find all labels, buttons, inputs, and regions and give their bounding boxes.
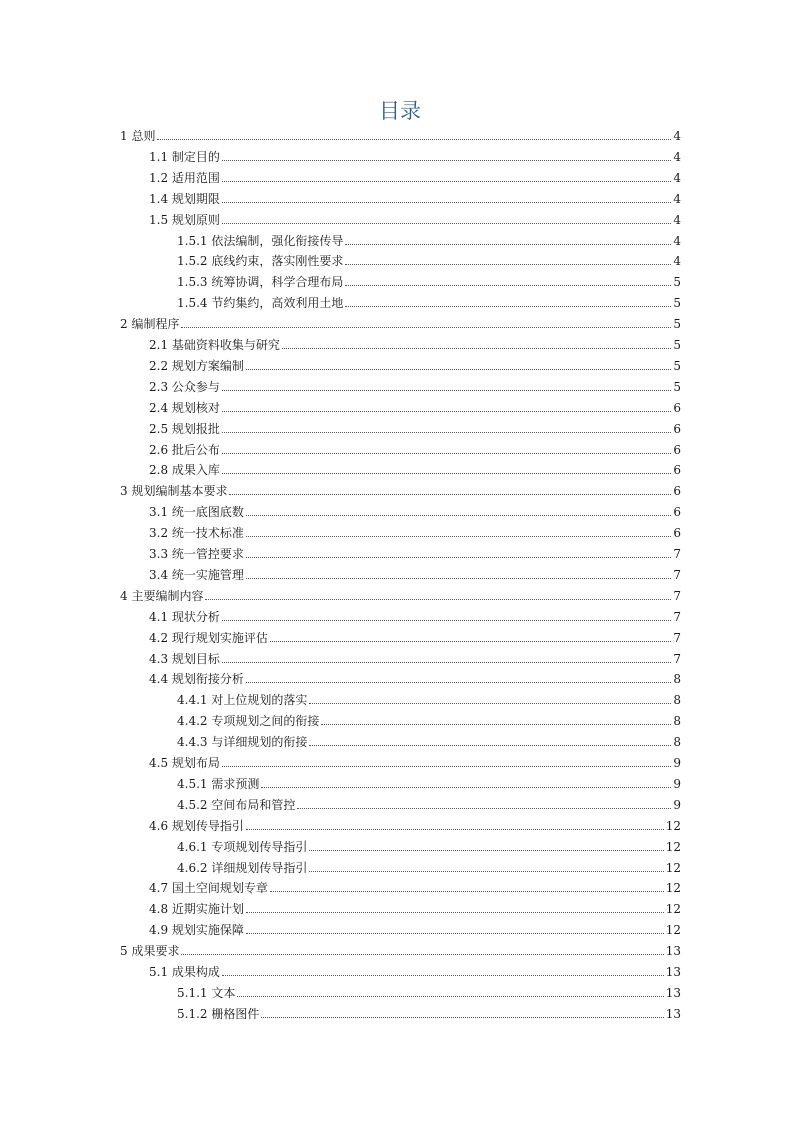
toc-entry-page-number: 8	[673, 693, 681, 708]
toc-entry[interactable]	[149, 647, 681, 667]
toc-entry[interactable]	[149, 814, 681, 834]
toc-dot-leader	[222, 390, 671, 391]
toc-entry-label: 3.2 统一技术标准	[149, 526, 244, 541]
toc-dot-leader	[309, 745, 671, 746]
toc-entry-label: 4.5.1 需求预测	[177, 776, 260, 791]
toc-dot-leader	[222, 432, 671, 433]
toc-entry-page-number: 12	[665, 902, 681, 917]
toc-entry[interactable]	[149, 751, 681, 771]
toc-entry-label: 2.8 成果入库	[149, 463, 220, 478]
toc-entry[interactable]	[177, 229, 681, 249]
toc-entry-label: 4.2 现行规划实施评估	[149, 630, 268, 645]
toc-entry-label: 2.2 规划方案编制	[149, 358, 244, 373]
page-title: 目录	[379, 99, 421, 123]
toc-entry[interactable]	[149, 396, 681, 416]
toc-entry[interactable]	[177, 709, 681, 729]
toc-entry[interactable]	[120, 479, 681, 499]
toc-entry-page-number: 8	[673, 714, 681, 729]
toc-entry[interactable]	[149, 458, 681, 478]
toc-dot-leader	[246, 829, 664, 830]
toc-entry-page-number: 6	[673, 526, 681, 541]
toc-entry[interactable]	[177, 793, 681, 813]
toc-entry-page-number: 4	[673, 129, 681, 143]
toc-entry-label: 5.1 成果构成	[149, 965, 220, 979]
toc-entry-label: 4.4.1 对上位规划的落实	[177, 693, 308, 708]
toc-entry-label: 3.3 统一管控要求	[149, 547, 244, 561]
toc-entry[interactable]	[149, 897, 681, 917]
toc-entry-page-number: 5	[673, 275, 681, 290]
toc-entry-page-number: 7	[673, 588, 681, 603]
toc-entry-page-number: 8	[673, 672, 681, 687]
toc-entry-page-number: 7	[673, 547, 681, 561]
toc-entry-page-number: 12	[665, 860, 681, 875]
toc-dot-leader	[205, 599, 671, 600]
toc-dot-leader	[222, 202, 671, 203]
toc-entry-page-number: 6	[673, 463, 681, 478]
toc-entry-page-number: 7	[673, 630, 681, 645]
toc-entry-page-number: 12	[665, 881, 681, 896]
toc-dot-leader	[222, 160, 671, 161]
toc-entry[interactable]	[149, 605, 681, 625]
toc-entry[interactable]	[149, 521, 681, 541]
toc-entry-label: 3.4 统一实施管理	[149, 567, 244, 582]
toc-entry-page-number: 12	[665, 818, 681, 833]
toc-dot-leader	[237, 996, 663, 997]
toc-entry-label: 1.2 适用范围	[149, 170, 220, 185]
toc-entry[interactable]	[149, 208, 681, 228]
toc-entry[interactable]	[120, 939, 681, 959]
toc-entry[interactable]	[149, 542, 681, 562]
toc-entry-page-number: 4	[673, 233, 681, 248]
toc-dot-leader	[222, 766, 671, 767]
toc-entry-label: 4.4.2 专项规划之间的衔接	[177, 714, 320, 729]
toc-entry[interactable]	[149, 166, 681, 186]
toc-dot-leader	[246, 369, 671, 370]
toc-entry-label: 4 主要编制内容	[120, 588, 204, 603]
toc-entry-label: 2.6 批后公布	[149, 442, 220, 457]
toc-entry[interactable]	[149, 667, 681, 687]
toc-entry-label: 1.4 规划期限	[149, 191, 220, 206]
toc-entry[interactable]	[149, 333, 681, 353]
toc-entry[interactable]	[177, 1002, 681, 1022]
toc-entry[interactable]	[177, 835, 681, 855]
toc-entry-page-number: 5	[673, 317, 681, 332]
toc-entry[interactable]	[149, 960, 681, 980]
toc-entry-label: 1.5.3 统筹协调，科学合理布局	[177, 275, 344, 290]
toc-entry[interactable]	[177, 249, 681, 269]
toc-entry-label: 1.5 规划原则	[149, 212, 220, 227]
toc-dot-leader	[246, 912, 664, 913]
toc-entry-label: 2.1 基础资料收集与研究	[149, 338, 280, 352]
toc-dot-leader	[222, 662, 671, 663]
toc-dot-leader	[309, 703, 671, 704]
toc-entry[interactable]	[120, 312, 681, 332]
toc-entry-label: 3 规划编制基本要求	[120, 484, 228, 499]
toc-entry[interactable]	[149, 145, 681, 165]
toc-dot-leader	[246, 578, 671, 579]
toc-dot-leader	[270, 891, 664, 892]
toc-entry-page-number: 13	[665, 965, 681, 979]
toc-entry-page-number: 9	[673, 776, 681, 791]
toc-entry[interactable]	[177, 270, 681, 290]
toc-entry-label: 1.1 制定目的	[149, 149, 220, 164]
toc-entry-page-number: 4	[673, 149, 681, 164]
toc-entry-page-number: 6	[673, 505, 681, 520]
toc-entry-label: 2 编制程序	[120, 317, 180, 332]
toc-dot-leader	[309, 850, 663, 851]
toc-dot-leader	[297, 808, 671, 809]
toc-dot-leader	[246, 557, 671, 558]
toc-entry-page-number: 5	[673, 338, 681, 352]
toc-dot-leader	[345, 244, 671, 245]
toc-entry-page-number: 5	[673, 358, 681, 373]
toc-entry-page-number: 6	[673, 421, 681, 436]
toc-entry-label: 5.1.1 文本	[177, 985, 236, 1000]
toc-entry-page-number: 5	[673, 379, 681, 394]
toc-entry-label: 2.4 规划核对	[149, 400, 220, 415]
toc-entry-page-number: 13	[665, 1006, 681, 1021]
toc-entry-label: 2.3 公众参与	[149, 379, 220, 394]
toc-entry[interactable]	[149, 187, 681, 207]
toc-entry-label: 2.5 规划报批	[149, 421, 220, 436]
toc-entry[interactable]	[149, 876, 681, 896]
toc-entry-page-number: 7	[673, 567, 681, 582]
toc-dot-leader	[222, 975, 664, 976]
toc-entry-page-number: 6	[673, 484, 681, 499]
toc-entry-page-number: 5	[673, 296, 681, 311]
toc-entry-page-number: 13	[665, 985, 681, 1000]
toc-entry-label: 5 成果要求	[120, 944, 180, 959]
toc-entry-label: 3.1 统一底图底数	[149, 505, 244, 520]
toc-entry[interactable]	[149, 626, 681, 646]
toc-entry-label: 4.4.3 与详细规划的衔接	[177, 735, 308, 750]
toc-dot-leader	[270, 641, 671, 642]
toc-entry-page-number: 9	[673, 756, 681, 770]
toc-entry[interactable]	[149, 563, 681, 583]
toc-dot-leader	[246, 682, 671, 683]
toc-entry-label: 5.1.2 栅格图件	[177, 1006, 260, 1021]
toc-entry[interactable]	[149, 918, 681, 938]
toc-dot-leader	[282, 348, 671, 349]
toc-dot-leader	[229, 494, 671, 495]
toc-entry[interactable]	[177, 856, 681, 876]
toc-entry[interactable]	[177, 772, 681, 792]
toc-entry-page-number: 12	[665, 839, 681, 854]
toc-entry[interactable]	[177, 291, 681, 311]
toc-dot-leader	[222, 223, 671, 224]
toc-entry-page-number: 6	[673, 442, 681, 457]
toc-entry-page-number: 13	[665, 944, 681, 959]
toc-entry-label: 4.1 现状分析	[149, 609, 220, 624]
toc-entry[interactable]	[177, 981, 681, 1001]
toc-entry-label: 4.5 规划布局	[149, 756, 220, 770]
toc-dot-leader	[246, 933, 664, 934]
toc-entry-label: 4.4 规划衔接分析	[149, 672, 244, 687]
toc-entry[interactable]	[120, 124, 681, 144]
toc-dot-leader	[222, 620, 671, 621]
toc-dot-leader	[309, 871, 663, 872]
toc-entry-page-number: 4	[673, 191, 681, 206]
toc-entry[interactable]	[177, 688, 681, 708]
toc-entry-label: 4.6.2 详细规划传导指引	[177, 860, 308, 875]
toc-entry-label: 4.6 规划传导指引	[149, 818, 244, 833]
toc-entry-label: 4.3 规划目标	[149, 651, 220, 666]
toc-entry-page-number: 4	[673, 212, 681, 227]
toc-entry-label: 4.9 规划实施保障	[149, 923, 244, 938]
toc-entry[interactable]	[149, 417, 681, 437]
toc-dot-leader	[222, 473, 671, 474]
toc-dot-leader	[246, 536, 671, 537]
toc-entry-page-number: 7	[673, 651, 681, 666]
toc-dot-leader	[222, 453, 671, 454]
toc-dot-leader	[222, 181, 671, 182]
toc-entry-page-number: 9	[673, 797, 681, 812]
toc-dot-leader	[181, 327, 671, 328]
toc-dot-leader	[222, 411, 671, 412]
toc-entry-page-number: 12	[665, 923, 681, 938]
toc-entry[interactable]	[177, 730, 681, 750]
toc-entry-label: 1.5.1 依法编制，强化衔接传导	[177, 233, 344, 248]
toc-entry[interactable]	[149, 500, 681, 520]
toc-dot-leader	[321, 724, 671, 725]
toc-entry-page-number: 4	[673, 170, 681, 185]
toc-entry-label: 4.6.1 专项规划传导指引	[177, 839, 308, 854]
toc-entry[interactable]	[120, 584, 681, 604]
toc-dot-leader	[246, 515, 671, 516]
toc-entry-page-number: 4	[673, 254, 681, 269]
toc-dot-leader	[261, 787, 671, 788]
toc-dot-leader	[345, 264, 671, 265]
toc-entry-label: 4.8 近期实施计划	[149, 902, 244, 917]
toc-entry[interactable]	[149, 438, 681, 458]
toc-dot-leader	[345, 285, 671, 286]
toc-dot-leader	[345, 306, 671, 307]
toc-entry-page-number: 8	[673, 735, 681, 750]
toc-entry[interactable]	[149, 375, 681, 395]
toc-entry[interactable]	[149, 354, 681, 374]
toc-entry-page-number: 6	[673, 400, 681, 415]
toc-dot-leader	[261, 1017, 663, 1018]
toc-entry-label: 1.5.2 底线约束，落实刚性要求	[177, 254, 344, 269]
toc-entry-label: 4.7 国土空间规划专章	[149, 881, 268, 896]
toc-dot-leader	[181, 954, 663, 955]
toc-dot-leader	[157, 139, 671, 140]
toc-entry-page-number: 7	[673, 609, 681, 624]
toc-entry-label: 4.5.2 空间布局和管控	[177, 797, 296, 812]
toc-entry-label: 1 总则	[120, 129, 156, 143]
toc-entry-label: 1.5.4 节约集约，高效利用土地	[177, 296, 344, 311]
